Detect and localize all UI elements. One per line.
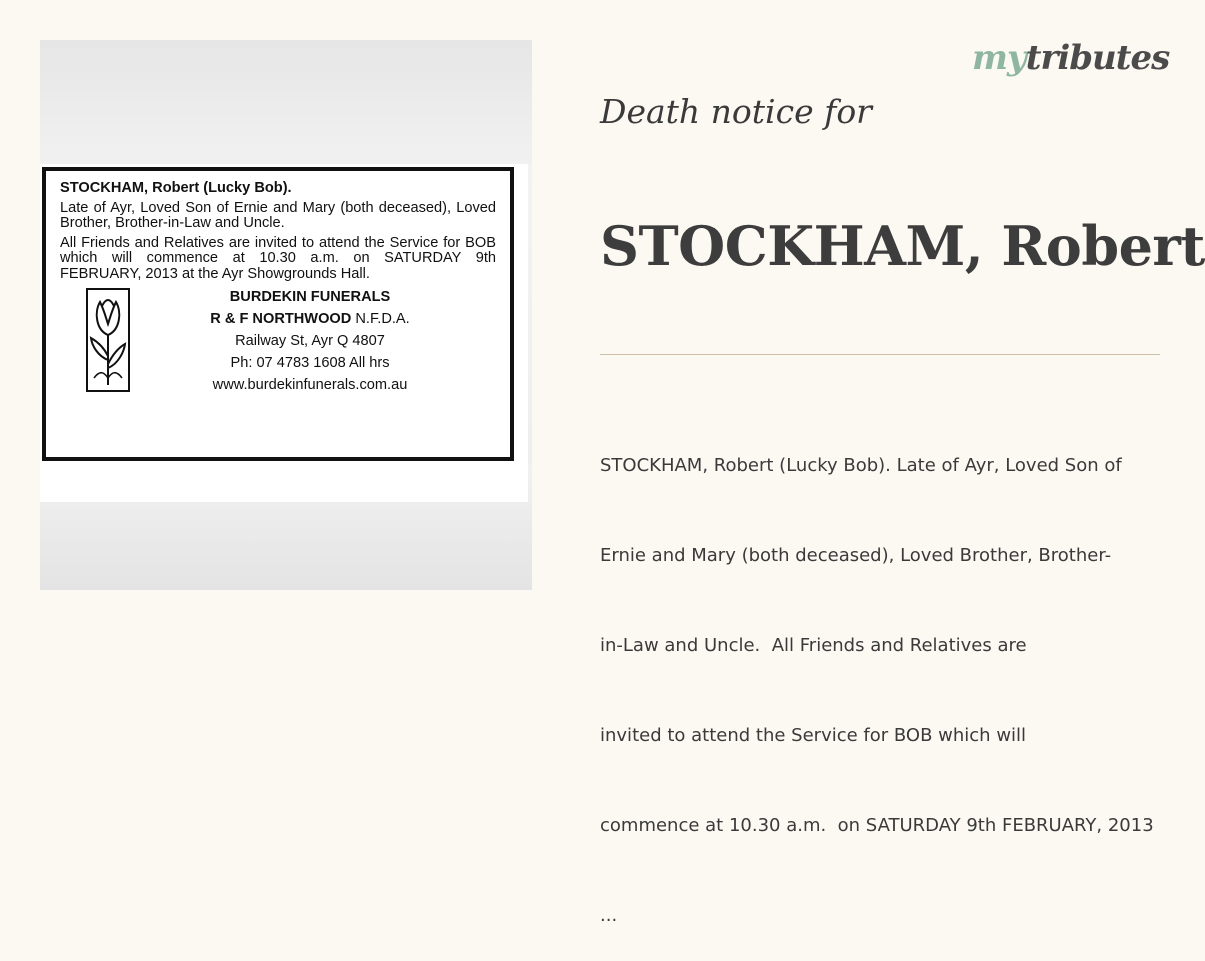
summary-line: Ernie and Mary (both deceased), Loved Brother, Brother- [600,545,1112,566]
image-top-margin [40,40,532,165]
notice-paragraph-2: All Friends and Relatives are invited to attend the Service for BOB which will commence at 10.30 a.m. on SATURDAY 9th FEBRUARY, 2013 at the Ayr Showgrounds Hall. [60,234,496,282]
summary-line: invited to attend the Service for BOB which will [600,725,1027,746]
logo-tributes: tributes [1025,38,1170,78]
summary-line: STOCKHAM, Robert (Lucky Bob). Late of Ayr, Loved Son of [600,455,1122,476]
funeral-director-website: www.burdekinfunerals.com.au [212,377,408,393]
notice-box [42,167,514,461]
notice-paragraph-1: Late of Ayr, Loved Son of Ernie and Mary (both deceased), Loved Brother, Brother-in-Law and Uncle. [60,199,496,231]
logo-my: my [972,38,1026,78]
funeral-director-address: Railway St, Ayr Q 4807 [235,333,385,349]
owner-suffix: N.F.D.A. [351,311,410,327]
page-heading: Death notice for [600,92,872,131]
deceased-name: STOCKHAM, Robert [600,214,1205,278]
funeral-director-name: BURDEKIN FUNERALS [229,289,391,305]
summary-line: in-Law and Uncle. All Friends and Relatives are [600,635,1027,656]
summary-ellipsis: ... [600,905,618,926]
funeral-director-text [160,286,460,396]
summary-line: commence at 10.30 a.m. on SATURDAY 9th FEBRUARY, 2013 [600,815,1154,836]
divider [600,354,1160,355]
newspaper-clipping [40,164,528,502]
tulip-logo-icon [86,288,130,392]
mytributes-logo [972,38,1169,78]
notice-summary [600,391,1180,961]
notice-name-line: STOCKHAM, Robert (Lucky Bob). [60,180,292,196]
funeral-director-phone: Ph: 07 4783 1608 All hrs [230,355,390,371]
owner-name: R & F NORTHWOOD [210,311,352,327]
funeral-director-owner [160,308,460,330]
notice-image-card [40,40,532,590]
funeral-director-block [60,286,496,412]
